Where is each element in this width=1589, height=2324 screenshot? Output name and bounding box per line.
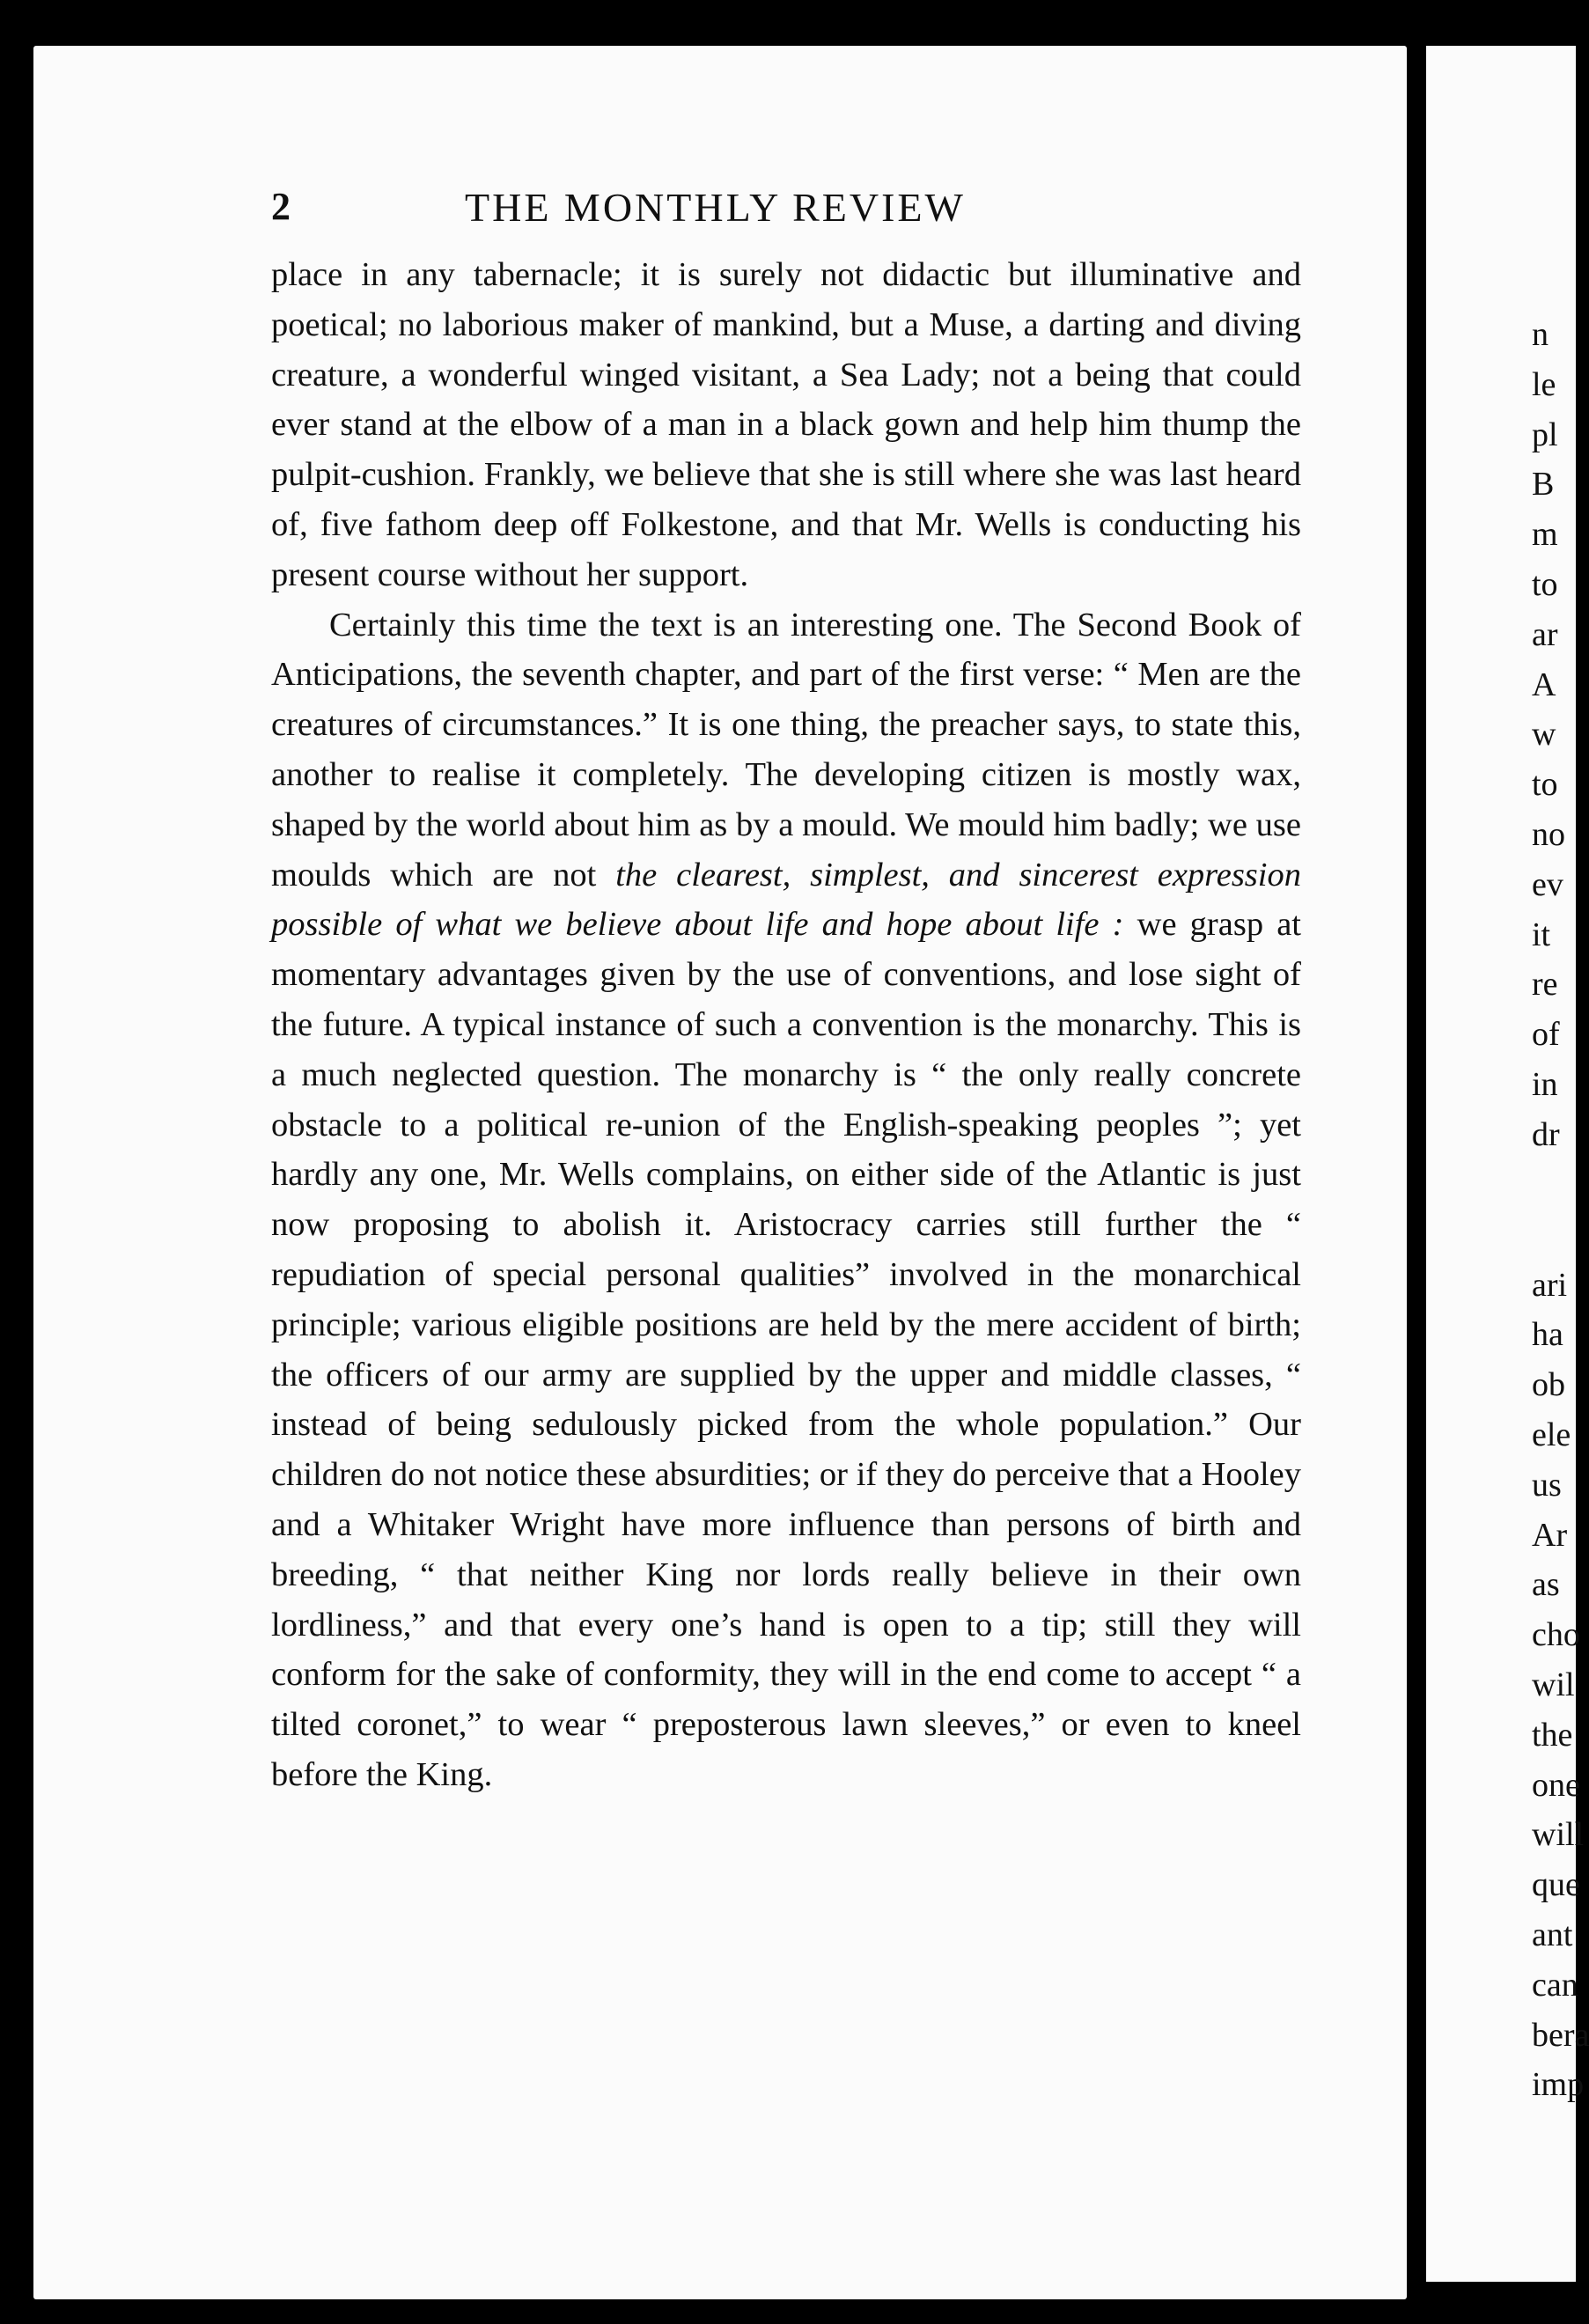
facing-line-fragment: can <box>1532 1966 1578 2004</box>
text-run: Certainly this time the text is an interesting one. The Second Book of Anticipations, the seventh chapter, and part of the first verse: “ Men are the creatures of circumstances.” It is one thing, the preacher says, to state this, another to realise it completely. The developing citizen is mostly wax, shaped by the world about him as by a mould. We mould him badly; we use moulds which are not <box>271 606 1301 894</box>
facing-line-fragment: wil <box>1532 1666 1575 1703</box>
facing-line-fragment: to <box>1532 565 1558 603</box>
paragraph: place in any tabernacle; it is surely not didactic but illuminative and poetical; no laborious maker of mankind, but a Muse, a darting and diving creature, a wonderful winged visitant, a Sea Lady; not a being that could ever stand at the elbow of a man in a black gown and help him thump the pulpit-cushion. Frankly, we believe that she is still where she was last heard of, five fathom deep off Folkestone, and that Mr. Wells is conducting his present course without her support. <box>271 256 1301 593</box>
text-run: we grasp at momentary advantages given by the use of conventions, and lose sight of the future. A typical instance of such a convention is the monarchy. This is a much neglected question. The monarchy is “ the only really concrete obstacle to a political re-union of the English-speaking peoples ”; yet hardly any one, Mr. Wells complains, on either side of the Atlantic is just now proposing to abolish it. Aristocracy carries still further the “ repudiation of special personal qualities” involved in the monarchical principle; various eligible positions are held by the mere accident of birth; the officers of our army are supplied by the upper and middle classes, “ instead of being sedulously picked from the whole population.” Our children do not notice these absurdities; or if they do perceive that a Hooley and a Whitaker Wright have more influence than persons of birth and breeding, “ that neither King nor lords really believe in their own lordliness,” and that every one’s hand is open to a tip; still they will conform for the sake of conformity, they will in the end come to accept “ a tilted coronet,” to wear “ preposterous lawn sleeves,” or even to kneel before the King. <box>271 906 1301 1793</box>
facing-line-fragment: m <box>1532 516 1558 554</box>
facing-line-fragment: le <box>1532 365 1556 403</box>
facing-page-text <box>1532 46 1589 2282</box>
page-number: 2 <box>271 185 291 228</box>
facing-line-fragment: us <box>1532 1466 1562 1504</box>
facing-line-fragment: n <box>1532 316 1549 353</box>
body-text <box>271 250 1301 1800</box>
facing-line-fragment: ele <box>1532 1416 1571 1453</box>
facing-line-fragment: in <box>1532 1065 1558 1103</box>
facing-line-fragment: the <box>1532 1716 1573 1754</box>
facing-line-fragment: bera <box>1532 2016 1589 2054</box>
facing-line-fragment: it <box>1532 916 1551 953</box>
facing-line-fragment: ev <box>1532 865 1563 903</box>
running-head: THE MONTHLY REVIEW <box>465 185 966 230</box>
facing-line-fragment: one <box>1532 1766 1580 1804</box>
facing-line-fragment: of <box>1532 1016 1560 1054</box>
section-gap <box>1532 1160 1567 1261</box>
facing-line-fragment: re <box>1532 966 1558 1004</box>
facing-page-line-fragments <box>1532 310 1589 2110</box>
facing-line-fragment: B <box>1532 466 1555 504</box>
paragraph <box>271 600 1301 1800</box>
facing-line-fragment: pl <box>1532 416 1558 453</box>
facing-line-fragment: as <box>1532 1566 1560 1604</box>
facing-line-fragment: cho <box>1532 1616 1580 1654</box>
facing-line-fragment: w <box>1532 716 1556 754</box>
facing-line-fragment: ari <box>1532 1266 1568 1304</box>
facing-line-fragment: que <box>1532 1866 1580 1904</box>
facing-line-fragment: A <box>1532 666 1556 703</box>
facing-line-fragment: imp <box>1532 2066 1585 2104</box>
italic-quote: the clearest, simplest, and sincerest expression possible of what we believe about life and hope about life : <box>271 856 1301 944</box>
facing-line-fragment: ob <box>1532 1366 1565 1404</box>
facing-line-fragment: dr <box>1532 1115 1560 1153</box>
facing-line-fragment: ar <box>1532 615 1558 653</box>
page-header <box>271 180 1301 242</box>
facing-line-fragment: no <box>1532 815 1565 853</box>
facing-line-fragment: to <box>1532 766 1558 804</box>
facing-line-fragment: will <box>1532 1816 1585 1854</box>
facing-line-fragment: Ar <box>1532 1516 1568 1554</box>
facing-line-fragment: ha <box>1532 1316 1563 1354</box>
facing-line-fragment: ant <box>1532 1916 1573 1953</box>
